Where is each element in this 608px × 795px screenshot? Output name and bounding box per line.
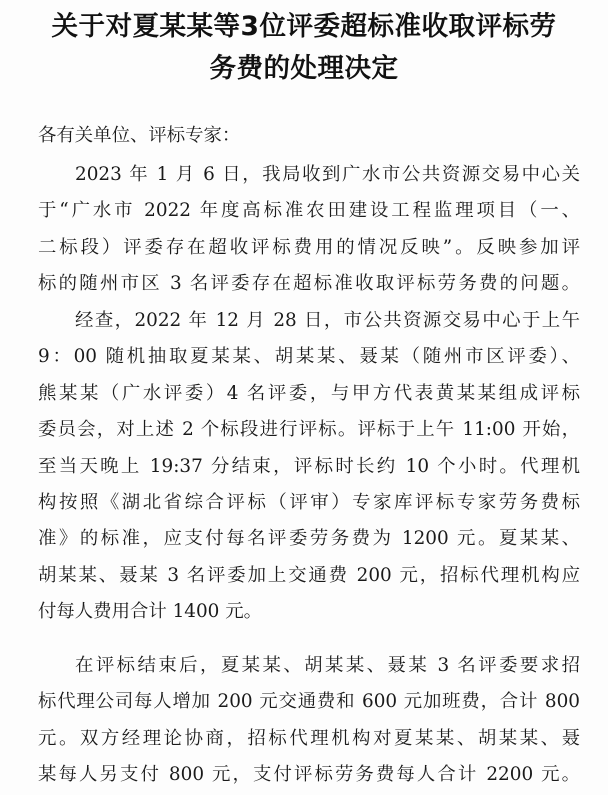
paragraph-line: 二标段）评委存在超收评标费用的情况反映”。反映参加评 [38, 236, 580, 258]
paragraph-line: 某每人另支付 800 元，支付评标劳务费每人合计 2200 元。 [38, 764, 580, 786]
paragraph-line: 委员会，对上述 2 个标段进行评标。评标于上午 11:00 开始， [38, 419, 580, 441]
paragraph-line: 构按照《湖北省综合评标（评审）专家库评标专家劳务费标 [38, 492, 580, 514]
paragraph-line: 准》的标准，应支付每名评委劳务费为 1200 元。夏某某、 [38, 528, 580, 550]
salutation: 各有关单位、评标专家： [38, 125, 241, 146]
paragraph-line: 9：00 随机抽取夏某某、胡某某、聂某（随州市区评委）、 [38, 346, 580, 368]
paragraph-1 [38, 157, 580, 303]
document-title [0, 0, 608, 90]
paragraph-line: 在评标结束后，夏某某、胡某某、聂某 3 名评委要求招 [75, 655, 580, 676]
paragraph-line: 胡某某、聂某 3 名评委加上交通费 200 元，招标代理机构应 [38, 564, 580, 586]
paragraph-line: 元。双方经理论协商，招标代理机构对夏某某、胡某某、聂 [38, 727, 580, 749]
paragraph-line: 付每人费用合计 1400 元。 [38, 601, 263, 623]
paragraph-2 [38, 303, 580, 631]
title-line-2: 务费的处理决定 [209, 53, 399, 84]
paragraph-line: 标代理公司每人增加 200 元交通费和 600 元加班费，合计 800 [38, 691, 580, 713]
title-line-1: 关于对夏某某等3位评委超标准收取评标劳 [51, 11, 557, 42]
paragraph-line: 2023 年 1 月 6 日，我局收到广水市公共资源交易中心关 [75, 164, 580, 185]
paragraph-line: 至当天晚上 19:37 分结束，评标时长约 10 个小时。代理机 [38, 455, 580, 477]
paragraph-line: 标的随州市区 3 名评委存在超标准收取评标劳务费的问题。 [38, 273, 580, 295]
paragraph-line: 经查，2022 年 12 月 28 日，市公共资源交易中心于上午 [75, 310, 580, 331]
paragraph-line: 熊某某（广水评委）4 名评委，与甲方代表黄某某组成评标 [38, 382, 580, 404]
paragraph-3 [38, 648, 580, 794]
paragraph-line: 于“广水市 2022 年度高标准农田建设工程监理项目（一、 [38, 200, 580, 222]
